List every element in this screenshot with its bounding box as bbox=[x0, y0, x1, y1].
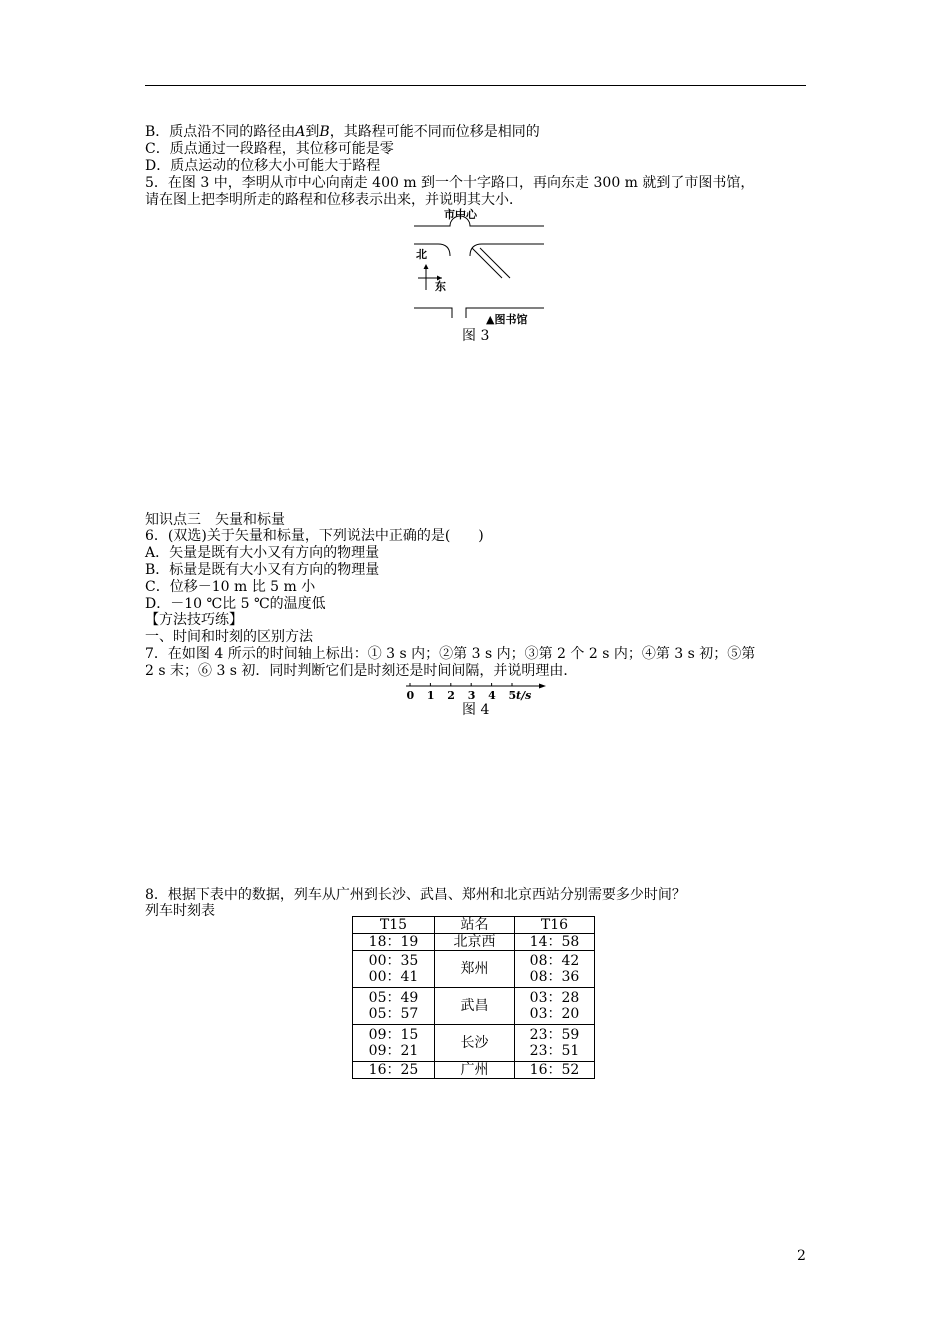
method-heading: 【方法技巧练】 bbox=[145, 612, 243, 628]
time-value: 16：52 bbox=[529, 1062, 580, 1078]
table-row bbox=[353, 1025, 595, 1062]
t16-cell bbox=[515, 988, 595, 1025]
train-timetable bbox=[352, 916, 595, 1079]
q4-option-c: C．质点通过一段路程，其位移可能是零 bbox=[145, 141, 394, 157]
station-cell: 郑州 bbox=[435, 951, 515, 988]
table-row bbox=[353, 988, 595, 1025]
q6-option-c: C．位移－10 m 比 5 m 小 bbox=[145, 579, 316, 595]
diagonal-road-line1 bbox=[472, 248, 502, 278]
figure-3-map bbox=[408, 206, 544, 328]
time-axis-arrowhead-icon bbox=[539, 684, 546, 689]
time-value: 14：58 bbox=[529, 934, 580, 950]
q7-text-line2: 2 s 末；⑥ 3 s 初．同时判断它们是时刻还是时间间隔，并说明理由． bbox=[145, 663, 578, 679]
q6-option-d: D．－10 ℃比 5 ℃的温度低 bbox=[145, 596, 326, 612]
table-row bbox=[353, 934, 595, 951]
time-axis-tick-label: 2 bbox=[447, 689, 455, 702]
t16-cell bbox=[515, 1062, 595, 1079]
station-cell: 长沙 bbox=[435, 1025, 515, 1062]
road-left-lower-corner bbox=[414, 308, 452, 318]
timetable-header-row bbox=[353, 917, 595, 934]
time-value: 09：15 bbox=[368, 1027, 419, 1043]
figure-4-caption: 图 4 bbox=[462, 702, 490, 718]
north-label: 北 bbox=[416, 248, 427, 261]
time-value: 08：42 bbox=[529, 953, 580, 969]
time-value: 00：41 bbox=[368, 969, 419, 985]
q4-option-d: D．质点运动的位移大小可能大于路程 bbox=[145, 158, 381, 174]
q6-stem: 6．(双选)关于矢量和标量，下列说法中正确的是( ) bbox=[145, 528, 484, 544]
header-t15: T15 bbox=[353, 917, 435, 934]
road-top-edge bbox=[414, 216, 544, 226]
table-row bbox=[353, 1062, 595, 1079]
time-value: 08：36 bbox=[529, 969, 580, 985]
station-cell: 武昌 bbox=[435, 988, 515, 1025]
time-value: 18：19 bbox=[368, 934, 419, 950]
time-value: 23：59 bbox=[529, 1027, 580, 1043]
timetable-body bbox=[353, 934, 595, 1079]
t15-cell bbox=[353, 988, 435, 1025]
time-axis-tick-label: 3 bbox=[467, 689, 476, 702]
time-value: 03：20 bbox=[529, 1006, 580, 1022]
q8-text: 8．根据下表中的数据，列车从广州到长沙、武昌、郑州和北京西站分别需要多少时间？ bbox=[145, 887, 686, 903]
north-arrowhead-icon bbox=[424, 264, 429, 269]
method-subheading-1: 一、时间和时刻的区别方法 bbox=[145, 629, 313, 645]
q5-text-line1: 5．在图 3 中，李明从市中心向南走 400 m 到一个十字路口，再向东走 300 m 就到了市图书馆， bbox=[145, 175, 755, 191]
time-axis-tick-label: 0 bbox=[406, 689, 415, 702]
time-value: 23：51 bbox=[529, 1043, 580, 1059]
t15-cell bbox=[353, 1062, 435, 1079]
time-value: 05：49 bbox=[368, 990, 419, 1006]
section-3-heading: 知识点三 矢量和标量 bbox=[145, 512, 285, 528]
t16-cell bbox=[515, 934, 595, 951]
time-value: 03：28 bbox=[529, 990, 580, 1006]
time-value: 00：35 bbox=[368, 953, 419, 969]
q5-text-line2: 请在图上把李明所走的路程和位移表示出来，并说明其大小． bbox=[145, 192, 523, 208]
city-center-label: 市中心 bbox=[444, 208, 477, 221]
header-t16: T16 bbox=[515, 917, 595, 934]
time-axis-tick-label: 4 bbox=[488, 689, 496, 702]
q7-text-line1: 7．在如图 4 所示的时间轴上标出：① 3 s 内；②第 3 s 内；③第 2 个 2 s 内；④第 3 s 初；⑤第 bbox=[145, 646, 756, 662]
station-cell: 广州 bbox=[435, 1062, 515, 1079]
t15-cell bbox=[353, 951, 435, 988]
t15-cell bbox=[353, 1025, 435, 1062]
time-value: 16：25 bbox=[368, 1062, 419, 1078]
t15-cell bbox=[353, 934, 435, 951]
figure-3-caption: 图 3 bbox=[462, 328, 490, 344]
figure-4-timeline bbox=[400, 680, 550, 702]
time-axis-tick-label: 1 bbox=[426, 689, 435, 702]
q4-option-b: B．质点沿不同的路径由A到B，其路程可能不同而位移是相同的 bbox=[145, 124, 540, 140]
header-rule bbox=[145, 85, 806, 86]
timetable-title: 列车时刻表 bbox=[145, 903, 215, 919]
time-axis-unit-label: t/s bbox=[516, 689, 532, 702]
east-label: 东 bbox=[435, 280, 446, 293]
t16-cell bbox=[515, 1025, 595, 1062]
page-number: 2 bbox=[797, 1248, 806, 1264]
t16-cell bbox=[515, 951, 595, 988]
station-cell: 北京西 bbox=[435, 934, 515, 951]
diagonal-road-line2 bbox=[480, 248, 510, 278]
time-value: 09：21 bbox=[368, 1043, 419, 1059]
q6-option-a: A．矢量是既有大小又有方向的物理量 bbox=[145, 545, 380, 561]
q6-option-b: B．标量是既有大小又有方向的物理量 bbox=[145, 562, 380, 578]
time-axis-tick-label: 5 bbox=[508, 689, 517, 702]
road-right-upper-corner bbox=[470, 244, 544, 256]
library-label: ▲图书馆 bbox=[486, 313, 528, 326]
header-station: 站名 bbox=[435, 917, 515, 934]
time-value: 05：57 bbox=[368, 1006, 419, 1022]
table-row bbox=[353, 951, 595, 988]
